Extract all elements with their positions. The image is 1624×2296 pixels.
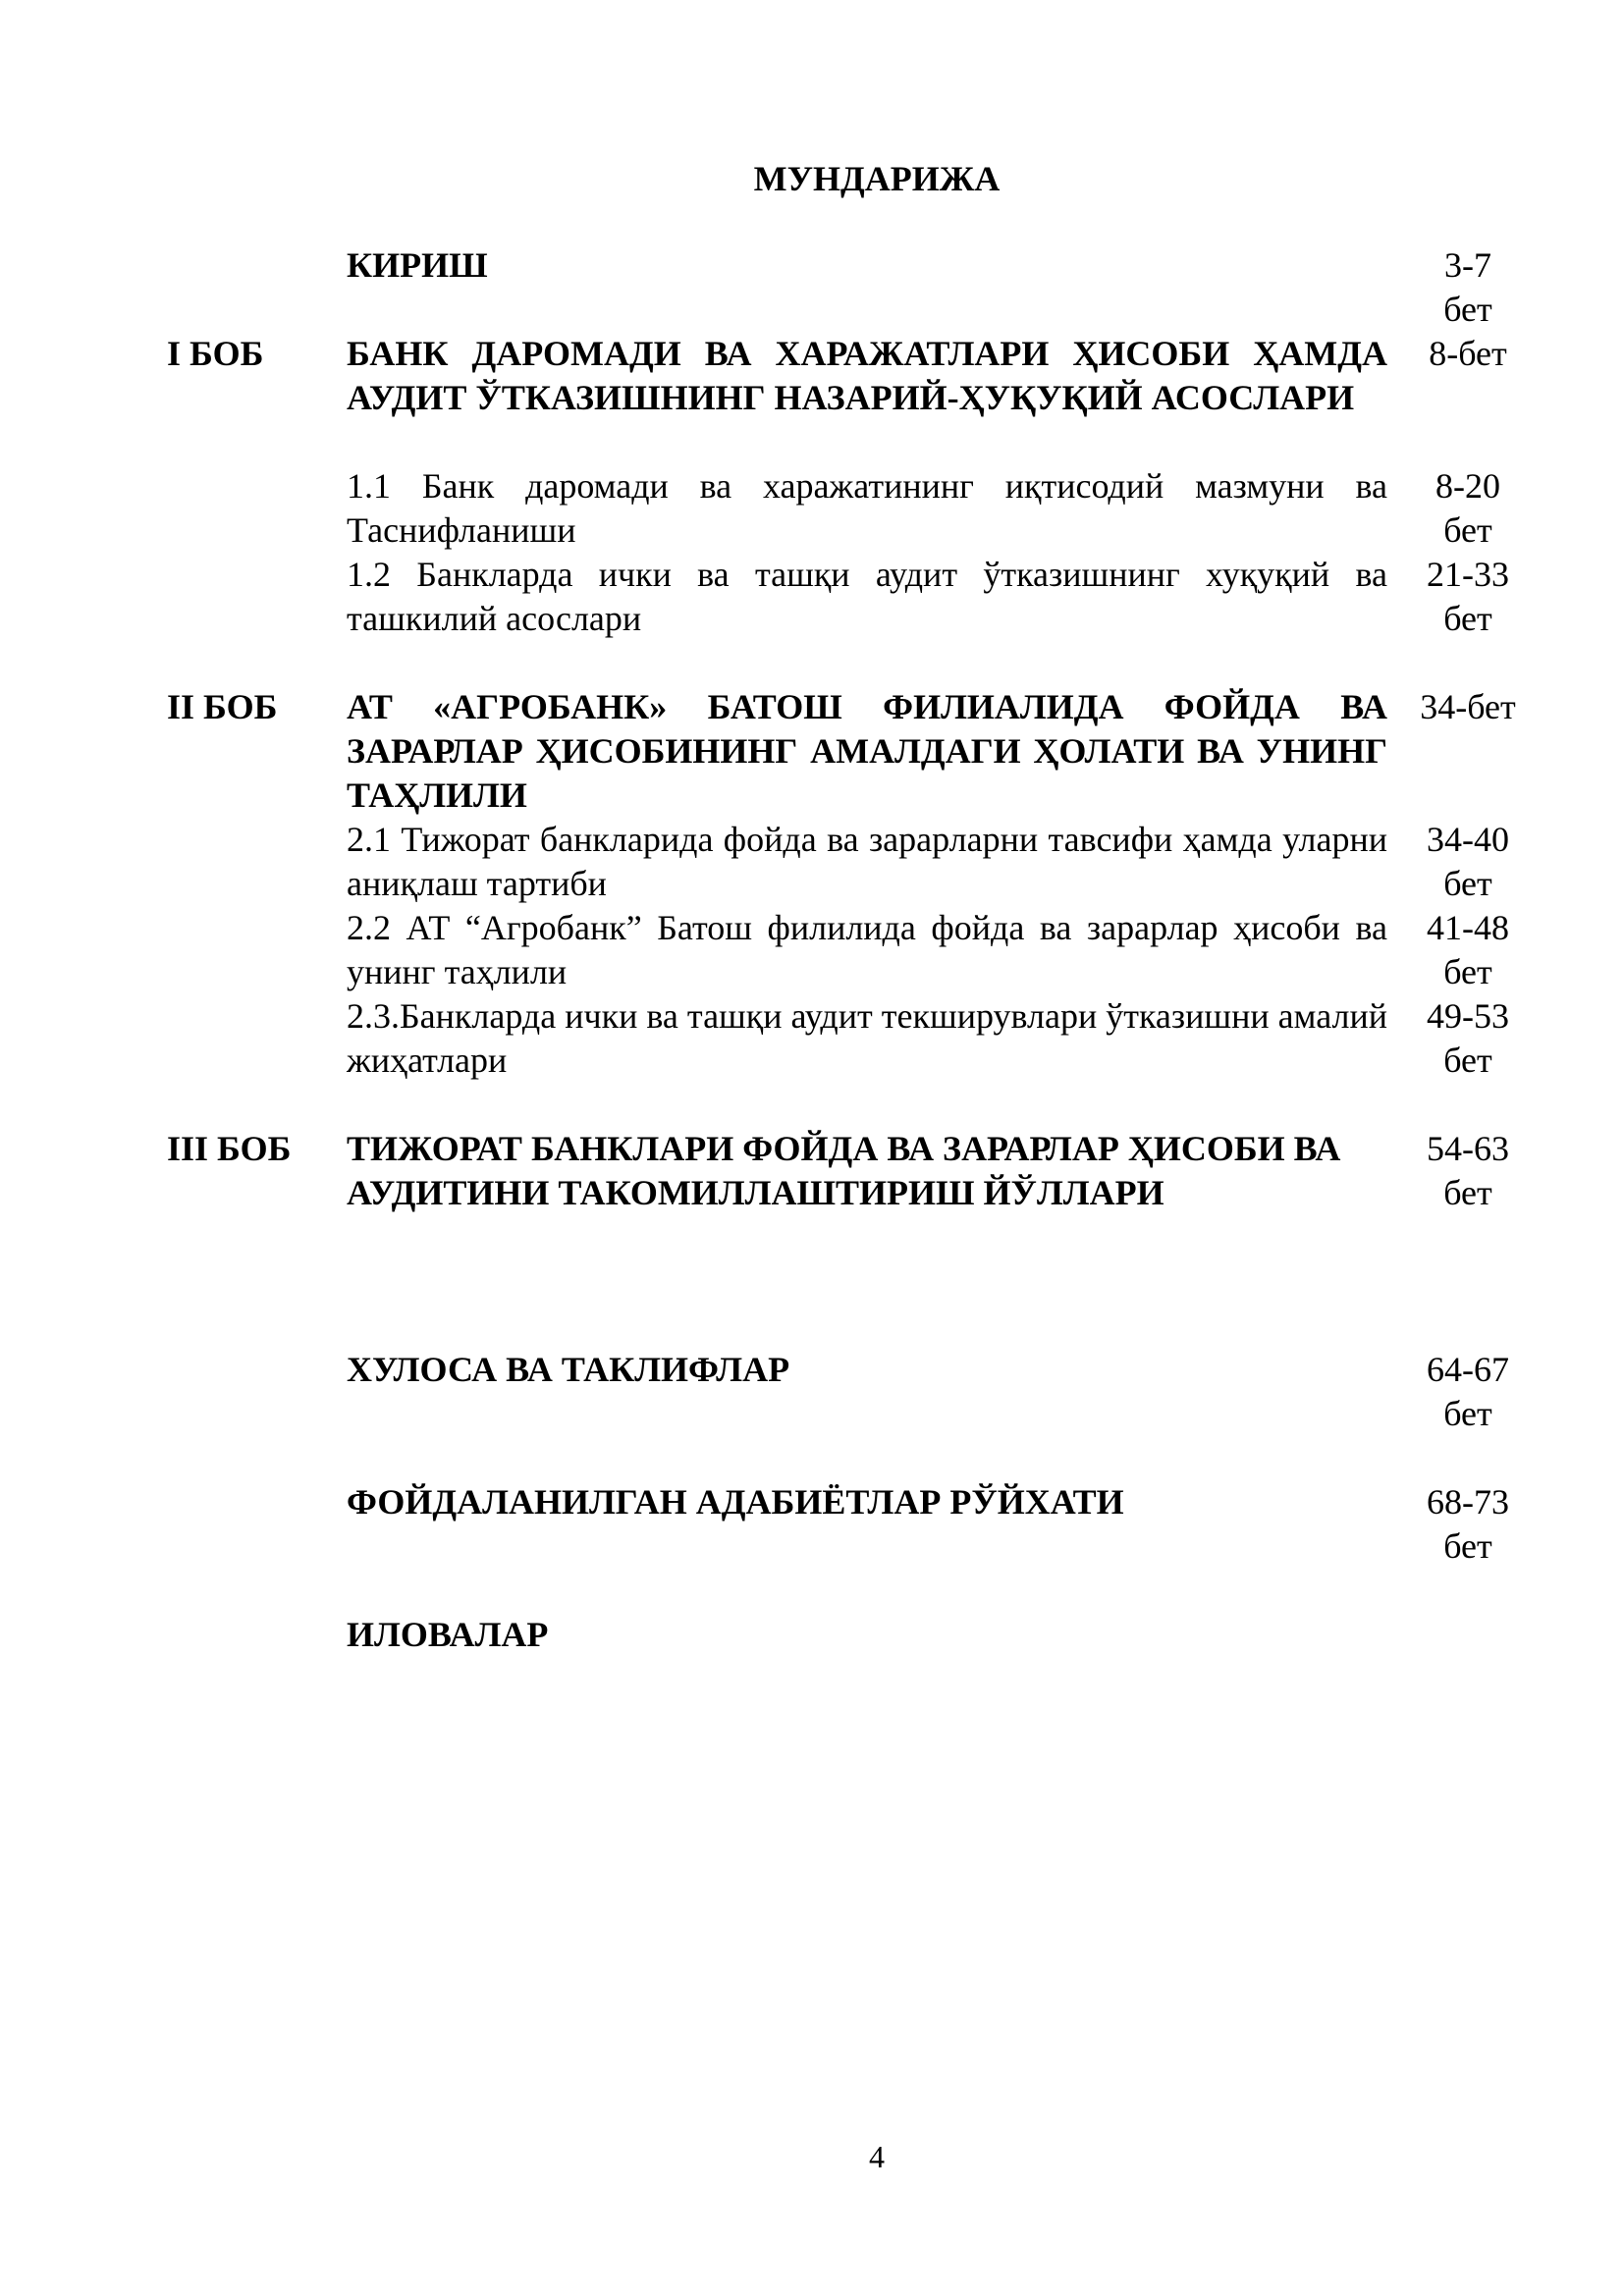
toc-entry-text: ХУЛОСА ВА ТАКЛИФЛАР [347,1350,790,1389]
toc-entry-pages: 49-53 бет [1427,996,1509,1080]
toc-entry-pages: 8-бет [1429,334,1507,373]
toc-entry-pages: 64-67 бет [1427,1350,1509,1433]
toc-entry-pages: 54-63 бет [1427,1129,1509,1212]
toc-chapter-label: I БОБ [167,334,264,373]
toc-entry-pages: 41-48 бет [1427,908,1509,991]
toc-entry-pages: 8-20 бет [1435,466,1500,550]
toc-entry-text: 2.2 АТ “Агробанк” Батош филилида фойда ва зарарлар ҳисоби ва унинг таҳлили [347,908,1387,991]
toc-entry-pages: 34-40 бет [1427,820,1509,903]
toc-entry-text: ФОЙДАЛАНИЛГАН АДАБИЁТЛАР РЎЙХАТИ [347,1482,1124,1522]
toc-chapter-label: II БОБ [167,687,278,726]
toc-entry-text: 2.1 Тижорат банкларида фойда ва зарарларни тавсифи ҳамда уларни аниқлаш тартиби [347,820,1387,903]
toc-entry-text: КИРИШ [347,245,488,285]
toc-chapter-label: III БОБ [167,1129,292,1168]
page-number: 4 [869,2139,885,2174]
toc-entry-pages: 3-7 бет [1443,245,1492,329]
toc-entry-text: ТИЖОРАТ БАНКЛАРИ ФОЙДА ВА ЗАРАРЛАР ҲИСОБИ ВА АУДИТИНИ ТАКОМИЛЛАШТИРИШ ЙЎЛЛАРИ [347,1129,1341,1212]
toc-entry-pages: 34-бет [1420,687,1516,726]
toc-entry-text: 1.2 Банкларда ички ва ташқи аудит ўтказишнинг хуқуқий ва ташкилий асослари [347,555,1387,638]
toc-entry-text: БАНК ДАРОМАДИ ВА ХАРАЖАТЛАРИ ҲИСОБИ ҲАМДА АУДИТ ЎТКАЗИШНИНГ НАЗАРИЙ-ҲУҚУҚИЙ АСОСЛАРИ [347,334,1387,417]
toc-entry-text: 2.3.Банкларда ички ва ташқи аудит текширувлари ўтказишни амалий жиҳатлари [347,996,1387,1080]
toc-entry-text: ИЛОВАЛАР [347,1615,549,1654]
toc-entry-pages: 21-33 бет [1427,555,1509,638]
toc-entry-pages: 68-73 бет [1427,1482,1509,1566]
toc-entry-text: 1.1 Банк даромади ва харажатининг иқтисодий мазмуни ва Таснифланиши [347,466,1387,550]
toc-entry-text: АТ «АГРОБАНК» БАТОШ ФИЛИАЛИДА ФОЙДА ВА ЗАРАРЛАР ҲИСОБИНИНГ АМАЛДАГИ ҲОЛАТИ ВА УНИНГ ТАҲЛИЛИ [347,687,1387,815]
toc-title: МУНДАРИЖА [753,159,1001,198]
